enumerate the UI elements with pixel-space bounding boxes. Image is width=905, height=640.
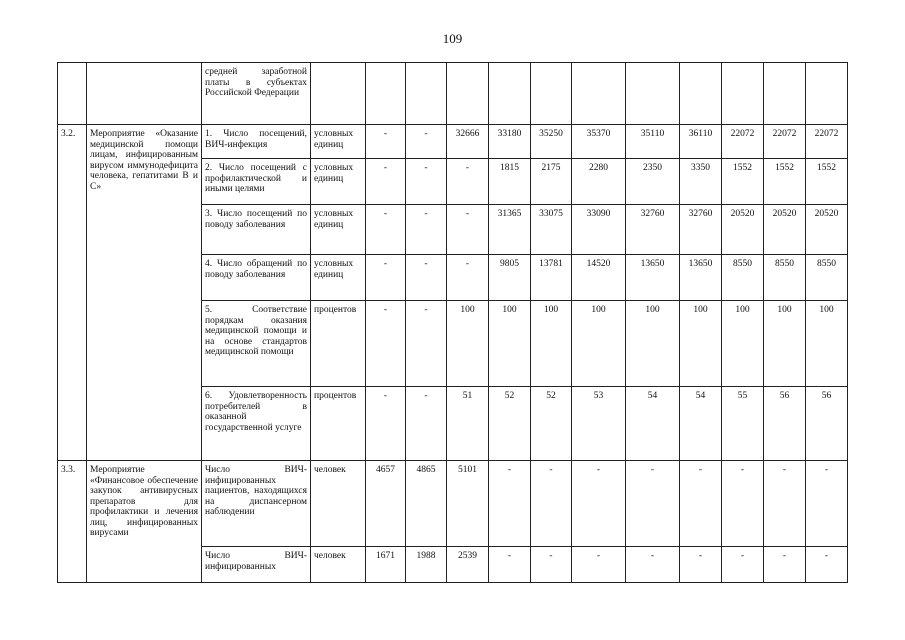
value-cell: 100 xyxy=(764,301,806,387)
page-number: 109 xyxy=(442,31,463,46)
value-cell: 2350 xyxy=(626,159,680,205)
value-cell: - xyxy=(447,159,489,205)
value-cell: 8550 xyxy=(764,255,806,301)
value-cell: 14520 xyxy=(572,255,626,301)
value-cell xyxy=(489,63,531,125)
value-cell: 100 xyxy=(680,301,722,387)
value-cell: 1552 xyxy=(764,159,806,205)
value-cell: - xyxy=(572,461,626,547)
value-cell xyxy=(680,63,722,125)
unit-cell: условных единиц xyxy=(311,255,366,301)
table-row xyxy=(58,461,848,547)
value-cell xyxy=(447,63,489,125)
value-cell: - xyxy=(722,461,764,547)
value-cell: 100 xyxy=(489,301,531,387)
value-cell: 13781 xyxy=(531,255,572,301)
unit-cell: процентов xyxy=(311,387,366,461)
table-row xyxy=(58,125,848,159)
value-cell: 100 xyxy=(626,301,680,387)
value-cell: 22072 xyxy=(722,125,764,159)
value-cell: - xyxy=(722,547,764,583)
value-cell: - xyxy=(366,301,406,387)
value-cell: 33075 xyxy=(531,205,572,255)
value-cell: - xyxy=(366,205,406,255)
value-cell: 35250 xyxy=(531,125,572,159)
indicator-cell: средней заработной платы в субъектах Российской Федерации xyxy=(202,63,311,125)
value-cell xyxy=(806,63,848,125)
value-cell: 22072 xyxy=(806,125,848,159)
value-cell: - xyxy=(406,205,447,255)
indicator-cell: Число ВИЧ-инфицированных пациентов, находящихся на диспансерном наблюдении xyxy=(202,461,311,547)
value-cell: - xyxy=(406,159,447,205)
value-cell: 54 xyxy=(680,387,722,461)
unit-cell: условных единиц xyxy=(311,125,366,159)
value-cell: 1815 xyxy=(489,159,531,205)
indicators-table xyxy=(57,62,848,583)
value-cell: 1671 xyxy=(366,547,406,583)
value-cell xyxy=(531,63,572,125)
value-cell: 32666 xyxy=(447,125,489,159)
value-cell: 13650 xyxy=(680,255,722,301)
value-cell: 32760 xyxy=(626,205,680,255)
value-cell: - xyxy=(366,255,406,301)
value-cell: - xyxy=(406,255,447,301)
value-cell: 33090 xyxy=(572,205,626,255)
indicator-cell: 6. Удовлетворенность потребителей в оказанной государственной услуге xyxy=(202,387,311,461)
indicator-cell: 1. Число посещений, ВИЧ-инфекция xyxy=(202,125,311,159)
value-cell: 1988 xyxy=(406,547,447,583)
value-cell: 2175 xyxy=(531,159,572,205)
value-cell: 2539 xyxy=(447,547,489,583)
row-code-cell xyxy=(58,63,87,125)
value-cell: 1552 xyxy=(722,159,764,205)
value-cell: - xyxy=(806,547,848,583)
value-cell: - xyxy=(366,159,406,205)
value-cell: - xyxy=(489,461,531,547)
value-cell: - xyxy=(680,547,722,583)
row-code-cell: 3.3. xyxy=(58,461,87,583)
table-row xyxy=(58,63,848,125)
value-cell: - xyxy=(531,461,572,547)
value-cell: - xyxy=(406,125,447,159)
value-cell: 1552 xyxy=(806,159,848,205)
unit-cell: процентов xyxy=(311,301,366,387)
value-cell: 52 xyxy=(531,387,572,461)
value-cell: 4865 xyxy=(406,461,447,547)
value-cell: - xyxy=(406,301,447,387)
value-cell: - xyxy=(447,255,489,301)
value-cell: - xyxy=(806,461,848,547)
value-cell: - xyxy=(626,461,680,547)
value-cell: - xyxy=(489,547,531,583)
value-cell: 55 xyxy=(722,387,764,461)
value-cell: 35110 xyxy=(626,125,680,159)
row-code-cell: 3.2. xyxy=(58,125,87,461)
unit-cell xyxy=(311,63,366,125)
value-cell xyxy=(406,63,447,125)
unit-cell: условных единиц xyxy=(311,159,366,205)
value-cell: - xyxy=(626,547,680,583)
indicator-cell: 2. Число посещений с профилактической и иными целями xyxy=(202,159,311,205)
value-cell xyxy=(764,63,806,125)
value-cell: 3350 xyxy=(680,159,722,205)
value-cell: - xyxy=(366,387,406,461)
value-cell: 8550 xyxy=(806,255,848,301)
value-cell: - xyxy=(764,547,806,583)
value-cell: - xyxy=(366,125,406,159)
unit-cell: человек xyxy=(311,461,366,547)
value-cell: - xyxy=(406,387,447,461)
value-cell: 13650 xyxy=(626,255,680,301)
unit-cell: человек xyxy=(311,547,366,583)
value-cell: 33180 xyxy=(489,125,531,159)
value-cell: 100 xyxy=(572,301,626,387)
value-cell: 9805 xyxy=(489,255,531,301)
value-cell xyxy=(572,63,626,125)
value-cell: 54 xyxy=(626,387,680,461)
value-cell xyxy=(366,63,406,125)
value-cell: 20520 xyxy=(722,205,764,255)
value-cell: 52 xyxy=(489,387,531,461)
value-cell xyxy=(626,63,680,125)
value-cell: 8550 xyxy=(722,255,764,301)
value-cell xyxy=(722,63,764,125)
value-cell: - xyxy=(447,205,489,255)
value-cell: 56 xyxy=(806,387,848,461)
indicator-cell: 5. Соответствие порядкам оказания медицинской помощи и на основе стандартов медицинской помощи xyxy=(202,301,311,387)
value-cell: 51 xyxy=(447,387,489,461)
value-cell: - xyxy=(572,547,626,583)
value-cell: - xyxy=(680,461,722,547)
value-cell: 2280 xyxy=(572,159,626,205)
value-cell: 5101 xyxy=(447,461,489,547)
value-cell: 31365 xyxy=(489,205,531,255)
value-cell: 100 xyxy=(722,301,764,387)
event-cell: Мероприятие «Оказание медицинской помощи лицам, инфицированным вирусом иммунодефицита человека, гепатитами В и С» xyxy=(87,125,202,461)
value-cell: - xyxy=(531,547,572,583)
value-cell: 4657 xyxy=(366,461,406,547)
value-cell: 35370 xyxy=(572,125,626,159)
indicator-cell: Число ВИЧ-инфицированных xyxy=(202,547,311,583)
event-cell: Мероприятие «Финансовое обеспечение закупок антивирусных препаратов для профилактики и лечения лиц, инфицированных вирусами xyxy=(87,461,202,583)
indicator-cell: 4. Число обращений по поводу заболевания xyxy=(202,255,311,301)
value-cell: 20520 xyxy=(764,205,806,255)
event-cell xyxy=(87,63,202,125)
value-cell: - xyxy=(764,461,806,547)
value-cell: 56 xyxy=(764,387,806,461)
indicator-cell: 3. Число посещений по поводу заболевания xyxy=(202,205,311,255)
value-cell: 100 xyxy=(806,301,848,387)
value-cell: 53 xyxy=(572,387,626,461)
value-cell: 22072 xyxy=(764,125,806,159)
value-cell: 100 xyxy=(447,301,489,387)
unit-cell: условных единиц xyxy=(311,205,366,255)
value-cell: 20520 xyxy=(806,205,848,255)
value-cell: 32760 xyxy=(680,205,722,255)
value-cell: 100 xyxy=(531,301,572,387)
value-cell: 36110 xyxy=(680,125,722,159)
